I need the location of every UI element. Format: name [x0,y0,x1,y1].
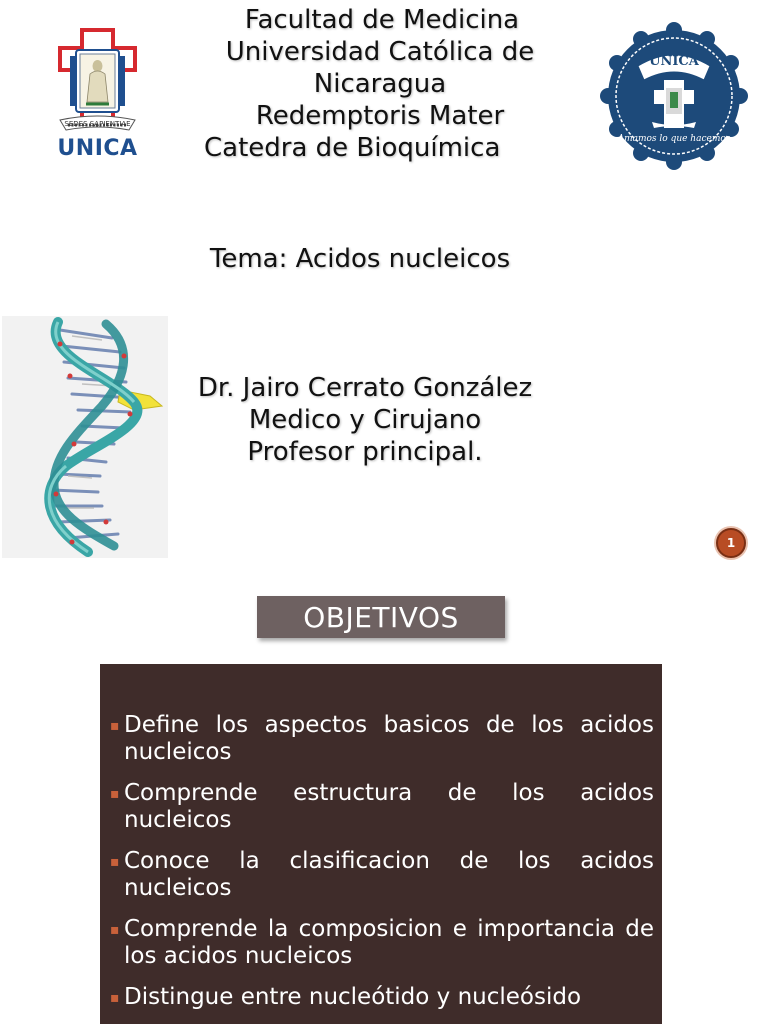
objective-text: Comprende estructura de los acidos nucleicos [124,780,654,833]
objective-text: Conoce la clasificacion de los acidos nucleicos [124,848,654,901]
objective-text: Distingue entre nucleótido y nucleósido [124,984,582,1010]
objectives-list [108,712,654,1025]
logo-right-brand: UNICA [649,54,699,69]
list-item [108,916,654,970]
header-line-2: Universidad Católica de [225,37,535,67]
dna-double-helix-image [2,316,168,558]
list-item [108,984,654,1011]
slide-header [180,4,580,164]
bullet-icon: ▪ [110,854,120,870]
author-role: Profesor principal. [247,437,483,467]
bullet-icon: ▪ [110,990,120,1006]
slide-topic: Tema: Acidos nucleicos [209,244,511,274]
logo-left-motto: SEDES SAPIENTIAE [64,120,131,128]
logo-right-slogan: Amamos lo que hacemos [617,134,731,144]
bullet-icon: ▪ [110,786,120,802]
author-title: Medico y Cirujano [248,405,482,435]
list-item [108,848,654,902]
objectives-slide [0,580,768,1024]
list-item [108,712,654,766]
objectives-panel [100,664,662,1024]
bullet-icon: ▪ [110,718,120,734]
header-line-5: Catedra de Bioquímica [204,133,501,163]
logo-left-brand: UNICA [57,136,138,161]
bullet-icon: ▪ [110,922,120,938]
header-line-4: Redemptoris Mater [255,101,505,131]
objectives-title: OBJETIVOS [257,596,505,638]
page-number-badge: 1 [716,528,746,558]
author-name: Dr. Jairo Cerrato González [197,373,533,403]
unica-seal-logo [600,22,748,170]
objective-text: Comprende la composicion e importancia de los acidos nucleicos [124,916,654,969]
unica-seal-icon [600,22,748,170]
list-item [108,780,654,834]
header-line-3: Nicaragua [313,69,447,99]
header-line-1: Facultad de Medicina [244,5,520,35]
objective-text: Define los aspectos basicos de los acidos nucleicos [124,712,654,765]
dna-helix-icon [2,316,168,558]
author-block [160,372,570,468]
